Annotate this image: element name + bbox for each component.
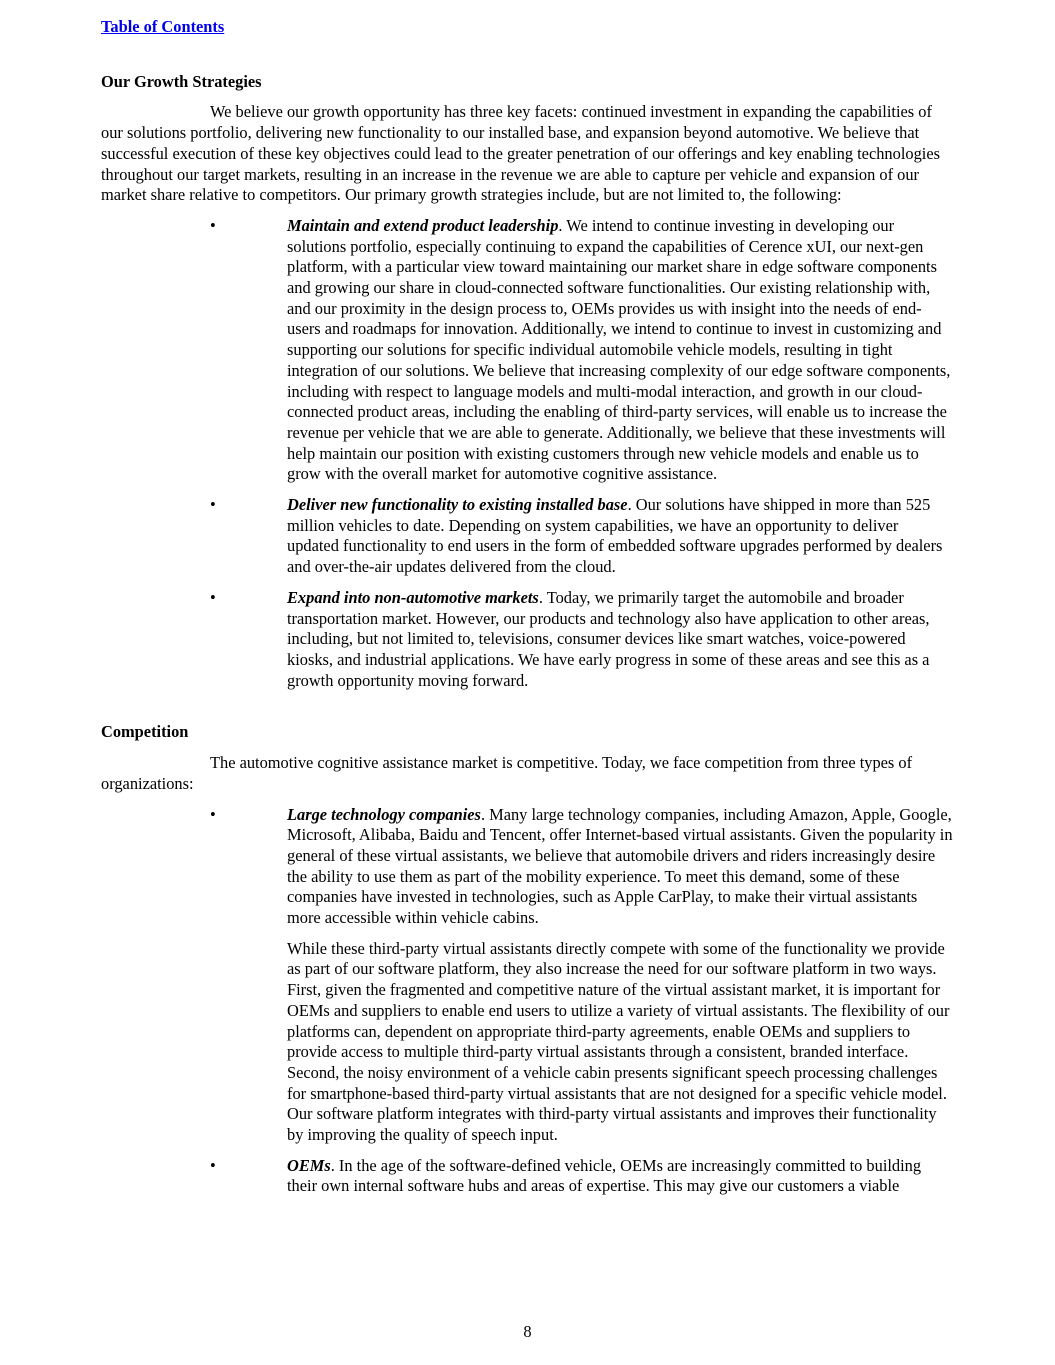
bullet-lead-text: Deliver new functionality to existing installed base <box>287 495 628 515</box>
competition-intro-paragraph: The automotive cognitive assistance market is competitive. Today, we face competition from three types of organizations: <box>101 753 913 793</box>
bullet-body-text: . In the age of the software-defined vehicle, OEMs are increasingly committed to building their own internal software hubs and areas of expertise. This may give our customers a viable <box>287 1155 922 1196</box>
bullet-lead-text: Maintain and extend product leadership <box>287 215 559 235</box>
competition-list <box>101 805 954 1198</box>
bullet-lead-text: OEMs <box>287 1155 331 1175</box>
growth-strategies-heading: Our Growth Strategies <box>101 71 262 91</box>
competition-heading: Competition <box>101 722 189 742</box>
bullet-body-text: . Today, we primarily target the automobile and broader transportation market. However, our products and technology also have application to other areas, including, but not limited to, televisions, consumer devices like smart watches, voice-powered kiosks, and industrial applications. We have early progress in some of these areas and see this as a growth opportunity moving forward. <box>287 587 930 690</box>
bullet: • <box>210 587 216 607</box>
page-number: 8 <box>523 1322 532 1341</box>
growth-intro-paragraph: We believe our growth opportunity has three key facets: continued investment in expanding the capabilities of our solutions portfolio, delivering new functionality to our installed base, and expansion beyond automotive. We believe that successful execution of these key objectives could lead to the greater penetration of our offerings and key enabling technologies throughout our target markets, resulting in an increase in the revenue we are able to capture per vehicle and expansion of our market share relative to competitors. Our primary growth strategies include, but are not limited to, the following: <box>101 102 940 205</box>
bullet-lead-text: Expand into non-automotive markets <box>287 587 539 607</box>
list-item <box>101 805 954 1146</box>
bullet-lead-text: Large technology companies <box>287 804 481 824</box>
bullet-followup-paragraph: While these third-party virtual assistants directly compete with some of the functionality we provide as part of our software platform, they also increase the need for our software platform in two ways. First, given the fragmented and competitive nature of the virtual assistant market, it is important for OEMs and suppliers to enable end users to utilize a variety of virtual assistants. The flexibility of our platforms can, dependent on appropriate third-party agreements, enable OEMs and suppliers to provide access to multiple third-party virtual assistants through a consistent, branded interface. Second, the noisy environment of a vehicle cabin presents significant speech processing challenges for smartphone-based third-party virtual assistants that are not designed for a specific vehicle model. Our software platform integrates with third-party virtual assistants and improves their functionality by improving the quality of speech input. <box>287 938 950 1145</box>
growth-strategies-list <box>101 216 954 691</box>
list-item <box>101 1156 954 1197</box>
bullet-body-text: . We intend to continue investing in developing our solutions portfolio, especially continuing to expand the capabilities of Cerence xUI, our next-gen platform, with a particular view toward maintaining our market share in edge software components and growing our share in cloud-connected software functionalities. Our existing relationship with, and our proximity in the design process to, OEMs provides us with insight into the needs of end-users and roadmaps for innovation. Additionally, we intend to continue to invest in customizing and supporting our solutions for specific individual automobile vehicle models, resulting in tight integration of our solutions. We believe that increasing complexity of our edge software components, including with respect to language models and multi-modal interaction, and growth in our cloud-connected product areas, including the enabling of third-party services, will enable us to increase the revenue per vehicle that we are able to generate. Additionally, we believe that these investments will help maintain our position with existing customers through new vehicle models and enable us to grow with the overall market for automotive cognitive assistance. <box>287 215 951 484</box>
list-item <box>101 216 954 485</box>
list-item <box>101 495 954 578</box>
bullet: • <box>210 1155 216 1175</box>
bullet: • <box>210 495 216 515</box>
bullet: • <box>210 804 216 824</box>
bullet-body-text: . Our solutions have shipped in more than 525 million vehicles to date. Depending on system capabilities, we have an opportunity to deliver updated functionality to end users in the form of embedded software upgrades performed by dealers and over-the-air updates delivered from the cloud. <box>287 495 943 577</box>
bullet-body-text: . Many large technology companies, including Amazon, Apple, Google, Microsoft, Alibaba, Baidu and Tencent, offer Internet-based virtual assistants. Given the popularity in general of these virtual assistants, we believe that automobile drivers and riders increasingly desire the ability to use them as part of the mobility experience. To meet this demand, some of these companies have invested in technologies, such as Apple CarPlay, to make their virtual assistants more accessible within vehicle cabins. <box>287 804 953 928</box>
list-item <box>101 588 954 692</box>
table-of-contents-link[interactable]: Table of Contents <box>101 17 225 36</box>
document-page <box>101 17 954 1197</box>
bullet: • <box>210 215 216 235</box>
